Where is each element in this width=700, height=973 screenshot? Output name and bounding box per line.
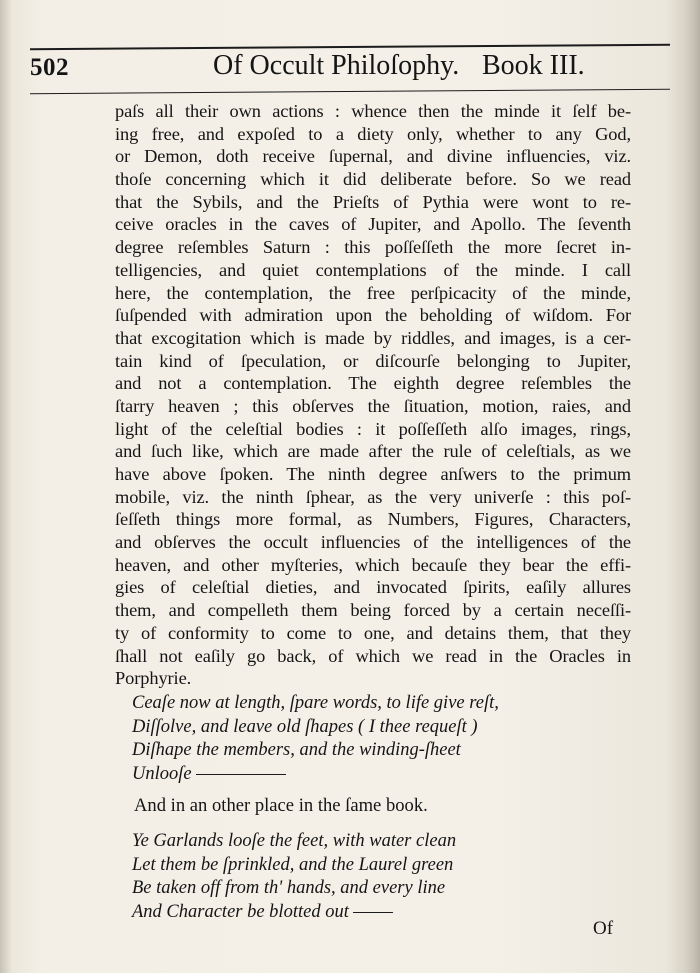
text-line: tain kind of ſpeculation, or diſcourſe belonging to Jupiter, — [115, 350, 631, 371]
text-line: and obſerves the occult influencies of the intelligences of the — [115, 532, 631, 553]
text-line: telligencies, and quiet contemplations of the minde. I call — [115, 259, 631, 280]
verse-line: Diſſolve, and leave old ſhapes ( I thee requeſt ) — [132, 716, 478, 737]
verse-line: Let them be ſprinkled, and the Laurel green — [132, 854, 454, 875]
text-line: mobile, viz. the ninth ſphear, as the very univerſe : this poſ- — [115, 486, 631, 507]
verse-line: Unlooſe — [132, 763, 552, 787]
page-gutter-shadow — [0, 0, 12, 973]
verse-line: And Character be blotted out — [132, 901, 552, 925]
text-line: thoſe concerning which it did deliberate before. So we read — [115, 169, 631, 190]
text-line: ſeſſeth things more formal, as Numbers, Figures, Characters, — [115, 509, 631, 530]
page-number: 502 — [30, 54, 69, 81]
verse-line: Be taken off from th' hands, and every line — [132, 878, 446, 898]
running-title: Of Occult Philoſophy. — [213, 50, 460, 81]
text-line: or Demon, doth receive ſupernal, and divine influencies, viz. — [115, 146, 631, 167]
page-edge-shadow — [666, 0, 700, 973]
text-line: ing free, and expoſed to a diety only, whether to any God, — [115, 123, 631, 144]
text-line: ceive oracles in the caves of Jupiter, and Apollo. The ſeventh — [115, 214, 631, 235]
text-line: have above ſpoken. The ninth degree anſwers to the primum — [115, 464, 631, 484]
em-dash-rule — [196, 774, 286, 775]
verse-line: Ye Garlands looſe the feet, with water clean — [132, 831, 457, 851]
catchword: Of — [593, 918, 614, 939]
text-line: ſuſpended with admiration upon the beholding of wiſdom. For — [115, 305, 631, 326]
text-line: that the Sybils, and the Prieſts of Pythia were wont to re- — [115, 191, 631, 212]
text-line: here, the contemplation, the free perſpicacity of the minde, — [115, 282, 631, 303]
verse-line: Ceaſe now at length, ſpare words, to life give reſt, — [132, 693, 499, 713]
running-header — [30, 50, 670, 90]
book-number: Book III. — [482, 50, 585, 81]
main-text-block — [115, 100, 631, 690]
text-line: paſs all their own actions : whence then the minde it ſelf be- — [115, 101, 631, 121]
text-line: degree reſembles Saturn : this poſſeſſeth the more ſecret in- — [115, 237, 631, 258]
text-line: gies of celeſtial dieties, and invocated ſpirits, eaſily allures — [115, 577, 631, 598]
text-line: that excogitation which is made by riddles, and images, is a cer- — [115, 327, 631, 348]
verse-line: Diſhape the members, and the winding-ſheet — [132, 740, 461, 760]
verse-quotation-second — [132, 830, 552, 924]
text-line: them, and compelleth them being forced by a certain neceſſi- — [115, 600, 631, 621]
text-line: and not a contemplation. The eighth degree reſembles the — [115, 373, 631, 394]
text-line: light of the celeſtial bodies : it poſſeſſeth alſo images, rings, — [115, 418, 631, 439]
text-line: ſtarry heaven ; this obſerves the ſituation, motion, raies, and — [115, 395, 631, 416]
text-line: and ſuch like, which are made after the rule of celeſtials, as we — [115, 441, 631, 462]
verse-quotation-first — [132, 692, 552, 786]
em-dash-rule — [353, 912, 393, 913]
text-line: heaven, and other myſteries, which becauſe they bear the effi- — [115, 554, 631, 575]
text-line: ſhall not eaſily go back, of which we read in the Oracles in — [115, 645, 631, 666]
text-line: ty of conformity to come to one, and detains them, that they — [115, 622, 631, 643]
interlude-line: And in an other place in the ſame book. — [134, 795, 428, 816]
text-line: Porphyrie. — [115, 668, 192, 689]
